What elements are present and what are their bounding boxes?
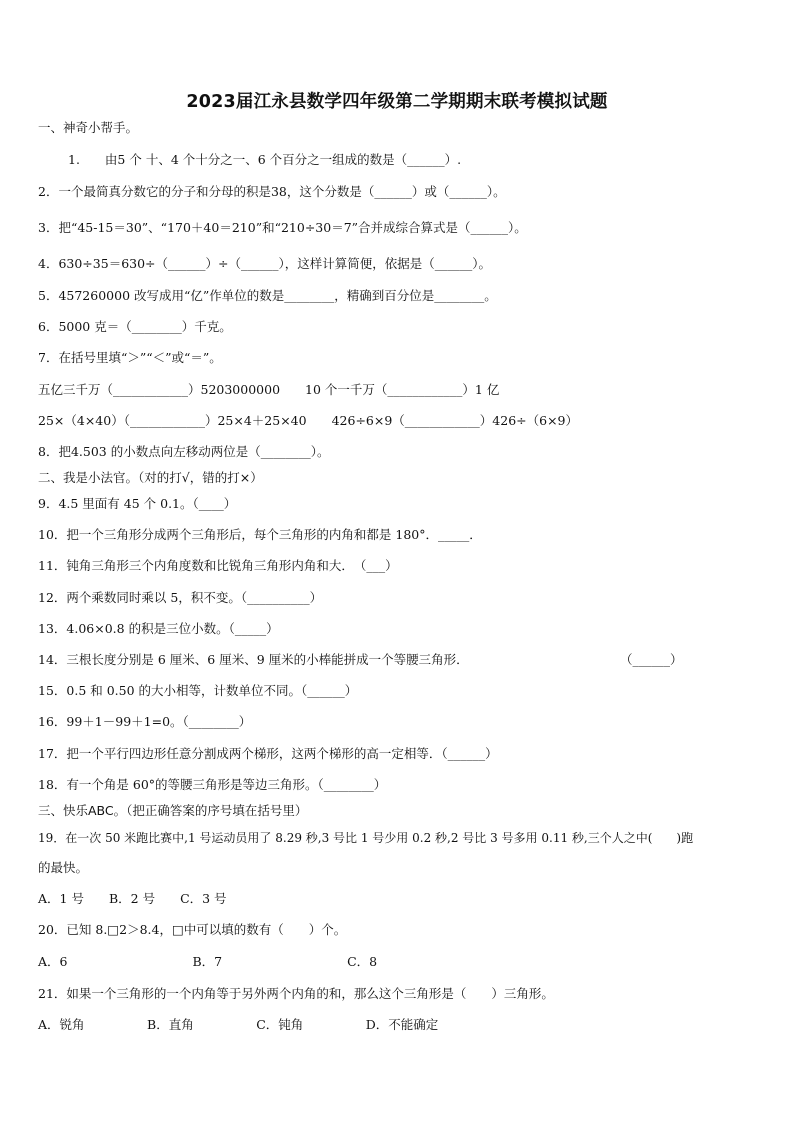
question-19-continued: 的最快。 [38, 860, 89, 875]
question-6: 6．5000 克＝（________）千克。 [38, 319, 232, 334]
question-17: 17．把一个平行四边形任意分割成两个梯形，这两个梯形的高一定相等．（______） [38, 746, 498, 761]
question-15: 15．0.5 和 0.50 的大小相等，计数单位不同。（______） [38, 683, 358, 698]
section-heading-2: 二、我是小法官。（对的打√，错的打×） [38, 470, 263, 485]
question-21: 21．如果一个三角形的一个内角等于另外两个内角的和，那么这个三角形是（ ）三角形。 [38, 986, 554, 1001]
question-19: 19．在一次 50 米跑比赛中,1 号运动员用了 8.29 秒,3 号比 1 号少用 0.2 秒,2 号比 3 号多用 0.11 秒,三个人之中( )跑 [38, 831, 694, 845]
question-7-row-1: 五亿三千万（____________）5203000000 10 个一千万（____________）1 亿 [38, 382, 500, 397]
question-19-options: A．1 号 B．2 号 C．3 号 [38, 891, 227, 906]
page-title: 2023届江永县数学四年级第二学期期末联考模拟试题 [186, 92, 608, 112]
question-13: 13．4.06×0.8 的积是三位小数。（_____） [38, 621, 279, 636]
question-21-options: A．锐角 B．直角 C．钝角 D．不能确定 [38, 1017, 439, 1032]
question-10: 10．把一个三角形分成两个三角形后，每个三角形的内角和都是 180°．_____． [38, 527, 482, 542]
question-8: 8．把4.503 的小数点向左移动两位是（________）。 [38, 444, 330, 459]
question-9: 9．4.5 里面有 45 个 0.1。（____） [38, 496, 237, 511]
question-20-options: A．6 B．7 C．8 [38, 954, 378, 969]
question-18: 18．有一个角是 60°的等腰三角形是等边三角形。（________） [38, 777, 387, 792]
question-16: 16．99＋1－99＋1=0。（________） [38, 714, 252, 729]
question-2: 2．一个最简真分数它的分子和分母的积是38，这个分数是（______）或（______）。 [38, 184, 506, 199]
question-4: 4．630÷35＝630÷（______）÷（______），这样计算简便，依据是（______）。 [38, 256, 491, 271]
question-14: 14．三根长度分别是 6 厘米、6 厘米、9 厘米的小棒能拼成一个等腰三角形． [38, 652, 469, 667]
question-12: 12．两个乘数同时乘以 5，积不变。（__________） [38, 590, 323, 605]
question-20: 20．已知 8.□2＞8.4，□中可以填的数有（ ）个。 [38, 922, 347, 937]
question-14-blank: （______） [620, 652, 683, 667]
section-heading-1: 一、神奇小帮手。 [38, 120, 139, 135]
question-1: 1. 由5 个 十、4 个十分之一、6 个百分之一组成的数是（______）. [68, 152, 462, 167]
question-5: 5．457260000 改写成用“亿”作单位的数是________，精确到百分位是________。 [38, 288, 497, 303]
question-7-row-2: 25×（4×40）（____________）25×4＋25×40 426÷6×9（____________）426÷（6×9） [38, 413, 579, 428]
question-11: 11．钝角三角形三个内角度数和比锐角三角形内角和大． （___） [38, 558, 398, 573]
question-7: 7．在括号里填“＞”“＜”或“＝”。 [38, 350, 222, 365]
section-heading-3: 三、快乐ABC。（把正确答案的序号填在括号里） [38, 803, 308, 818]
question-3: 3．把“45-15＝30”、“170＋40＝210”和“210÷30＝7”合并成综合算式是（______）。 [38, 220, 527, 235]
